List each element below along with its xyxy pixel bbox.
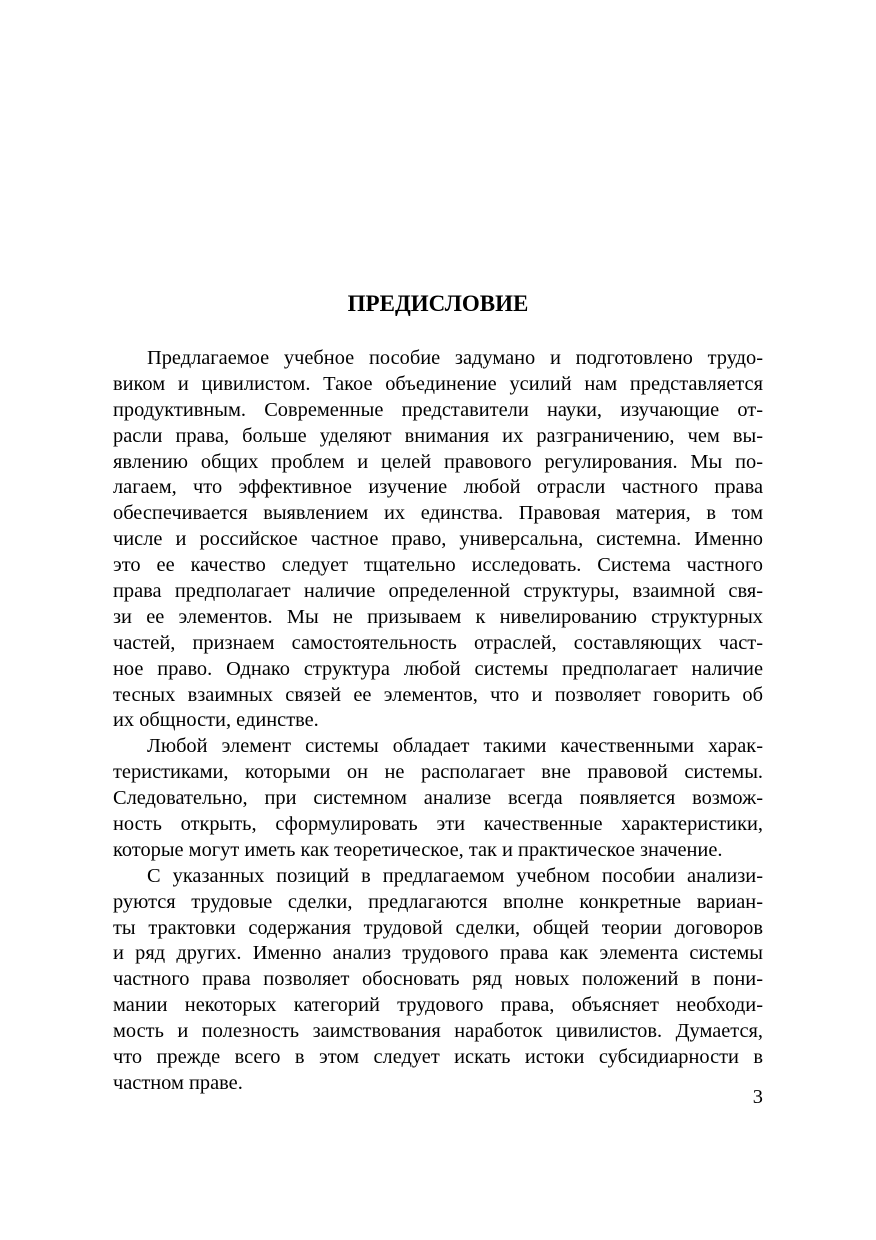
paragraph-3-line: что прежде всего в этом следует искать истоки субсидиарности в [113,1046,763,1069]
paragraph-1-line: расли права, больше уделяют внимания их разграничению, чем вы- [113,424,763,447]
paragraph-1-line: зи ее элементов. Мы не призываем к нивелированию структурных [113,605,763,628]
paragraph-1-line: тесных взаимных связей ее элементов, что и позволяет говорить об [113,683,763,706]
paragraph-3-line: мании некоторых категорий трудового права, объясняет необходи- [113,994,763,1017]
paragraph-3-line: частного права позволяет обосновать ряд новых положений в пони- [113,968,763,991]
paragraph-1-line: явлению общих проблем и целей правового регулирования. Мы по- [113,450,763,473]
paragraph-1-line: числе и российское частное право, универсальна, системна. Именно [113,528,763,551]
paragraph-2-line: которые могут иметь как теоретическое, так и практическое значение. [113,838,723,861]
paragraph-3-line: ты трактовки содержания трудовой сделки, общей теории договоров [113,916,763,939]
paragraph-1-line: права предполагает наличие определенной структуры, взаимной свя- [113,580,763,603]
body-text [113,346,763,1097]
paragraph-2-line: Следовательно, при системном анализе всегда появляется возмож- [113,787,763,810]
paragraph-1-line: ное право. Однако структура любой системы предполагает наличие [113,657,763,680]
paragraph-1-line: частей, признаем самостоятельность отраслей, составляющих част- [113,631,763,654]
paragraph-1-line: обеспечивается выявлением их единства. Правовая материя, в том [113,502,763,525]
paragraph-1-line: это ее качество следует тщательно исследовать. Система частного [113,554,763,577]
paragraph-1-line: продуктивным. Современные представители науки, изучающие от- [113,398,763,421]
page-number: 3 [752,1086,763,1108]
page-title: ПРЕДИСЛОВИЕ [347,291,529,316]
paragraph-1-line: виком и цивилистом. Такое объединение усилий нам представляется [113,372,763,395]
paragraph-3-line: и ряд других. Именно анализ трудового права как элемента системы [113,942,763,965]
paragraph-2-line: теристиками, которыми он не располагает вне правовой системы. [113,761,763,784]
paragraph-3-line: С указанных позиций в предлагаемом учебном пособии анализи- [147,864,763,887]
paragraph-1-line: Предлагаемое учебное пособие задумано и подготовлено трудо- [147,347,763,369]
paragraph-1-line: лагаем, что эффективное изучение любой отрасли частного права [113,476,763,499]
paragraph-3-line: частном праве. [113,1071,243,1094]
paragraph-2-line: Любой элемент системы обладает такими качественными харак- [147,735,763,758]
paragraph-1-line: их общности, единстве. [113,709,319,732]
paragraph-2-line: ность открыть, сформулировать эти качественные характеристики, [113,813,763,836]
paragraph-3-line: мость и полезность заимствования наработок цивилистов. Думается, [113,1020,763,1043]
paragraph-3-line: руются трудовые сделки, предлагаются вполне конкретные вариан- [113,890,763,913]
